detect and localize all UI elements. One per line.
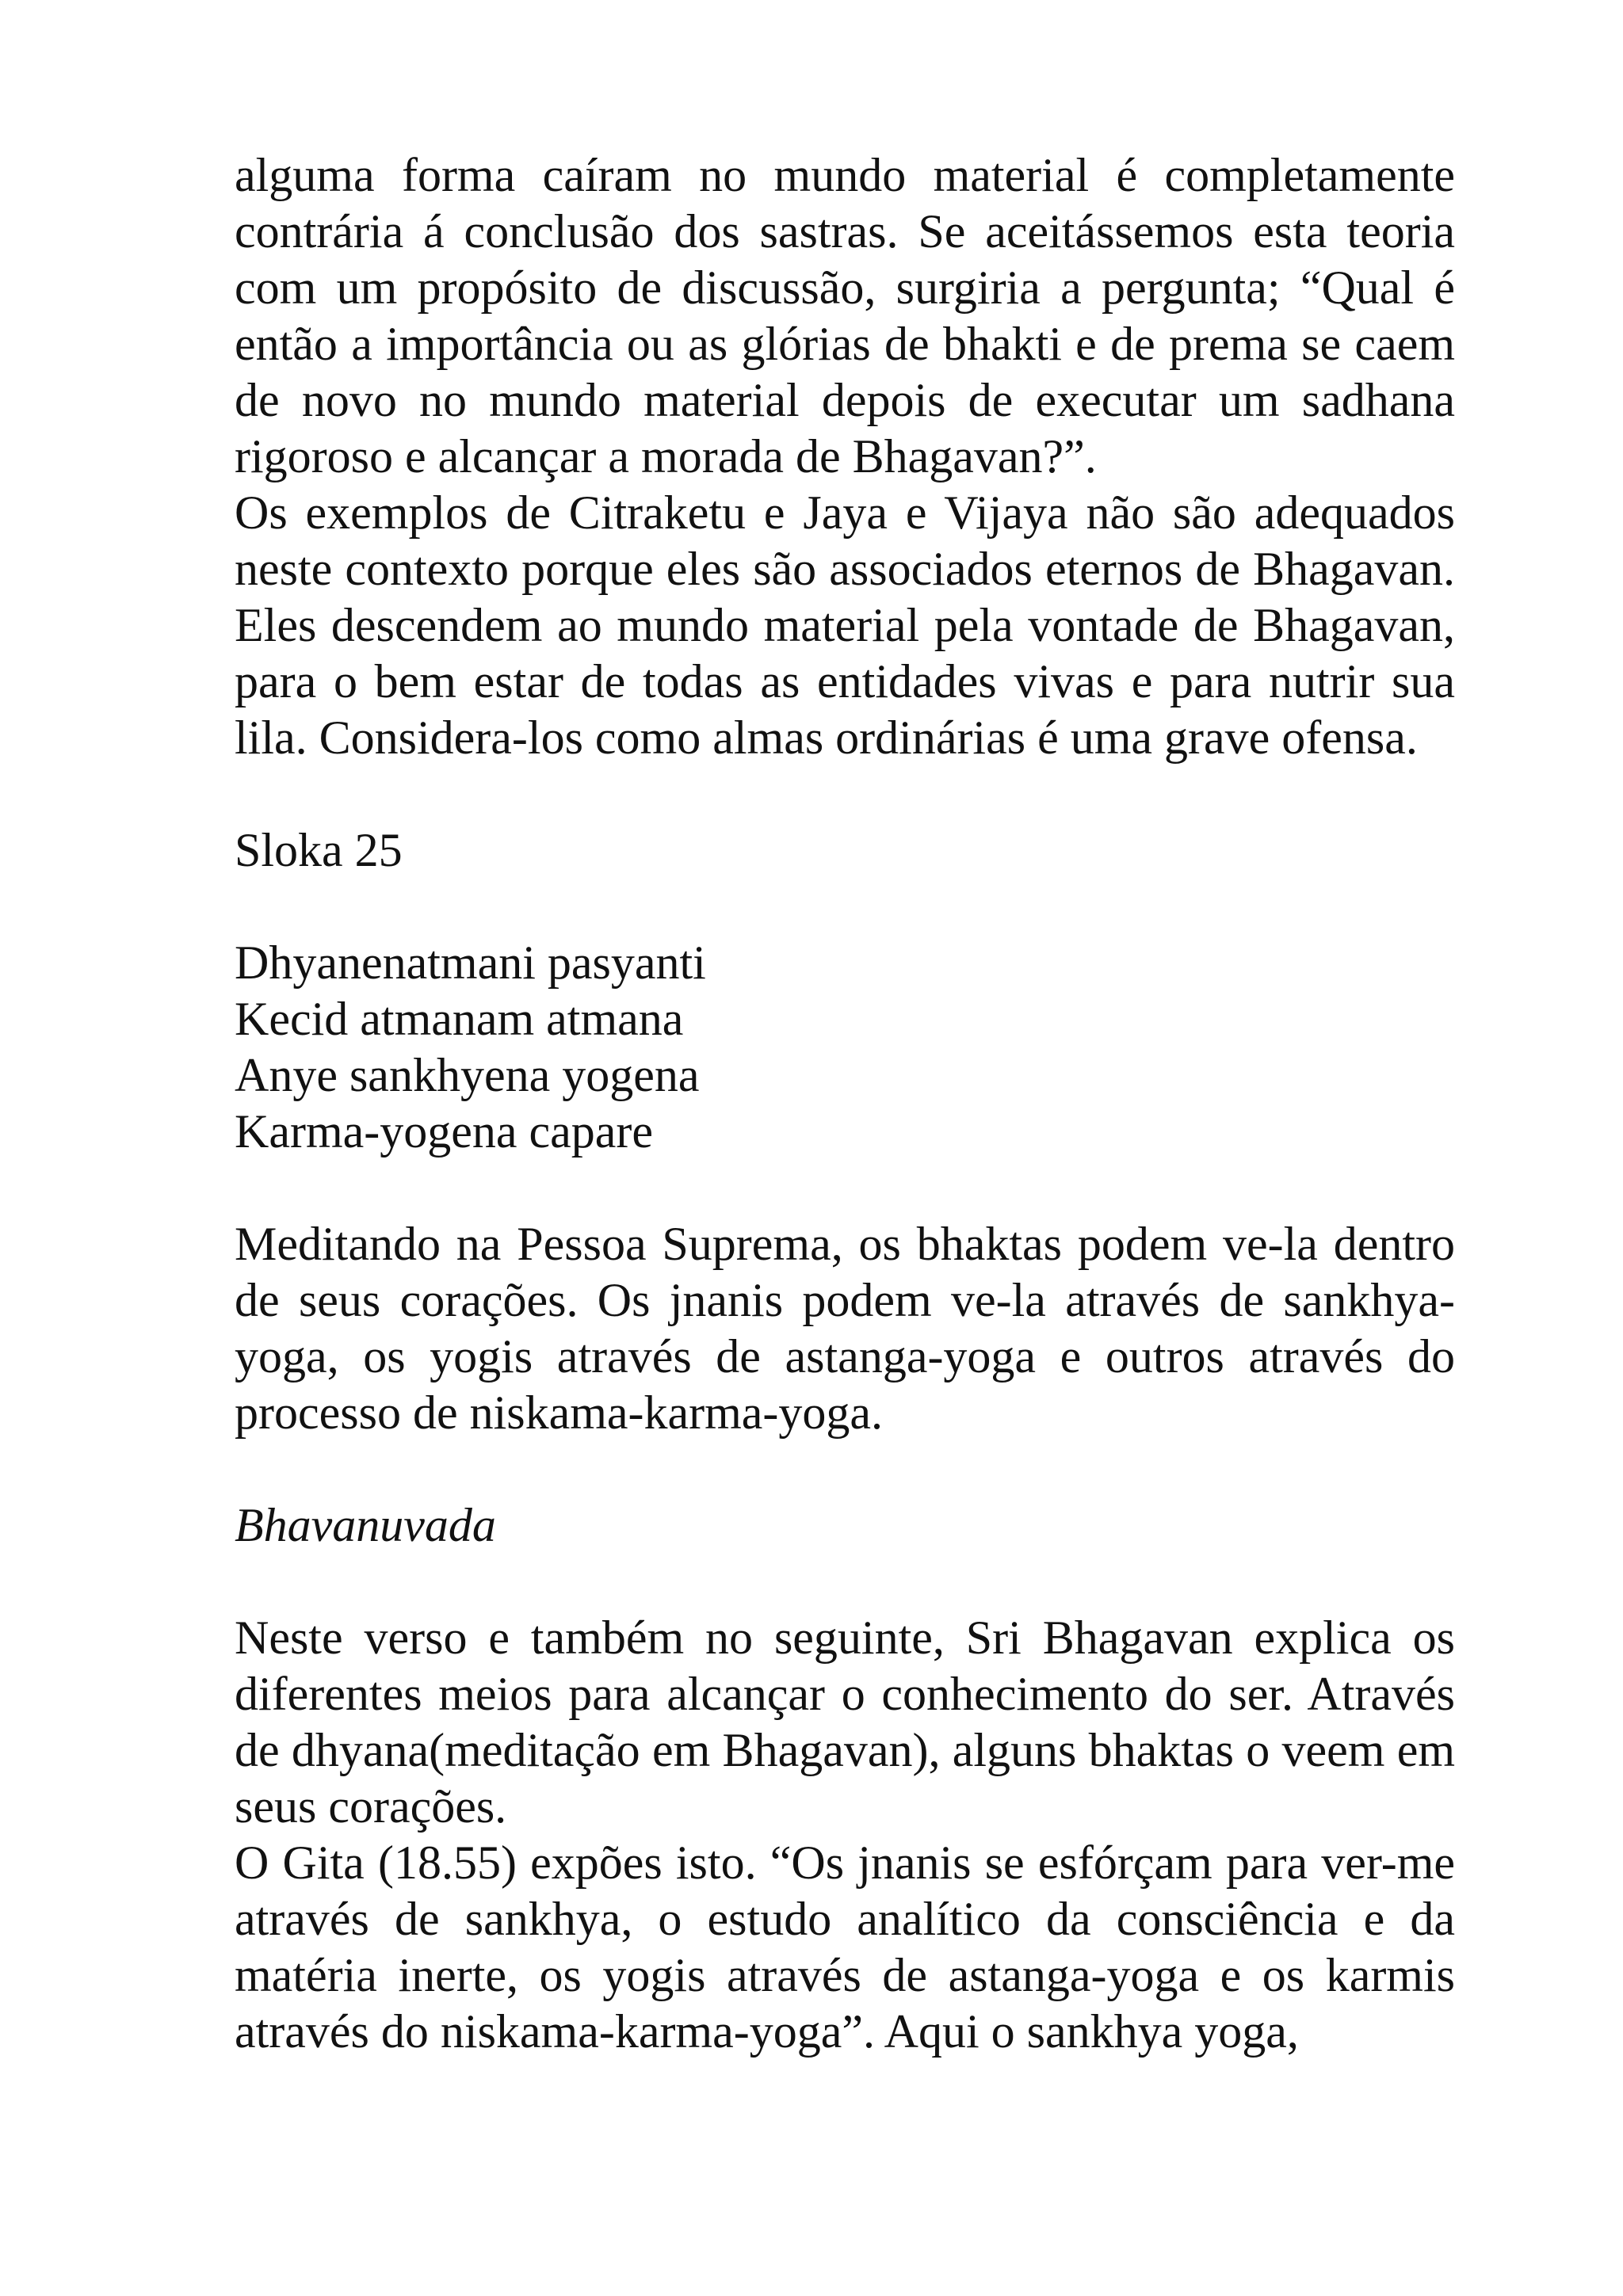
spacer (235, 879, 1455, 935)
paragraph-1: alguma forma caíram no mundo material é completamente contrária á conclusão dos sastras. Se aceitássemos esta teoria com um propósito de discussão, surgiria a pergunta; “Qual é então a importância ou as glórias de bhakti e de prema se caem de novo no mundo material depois de executar um sadhana rigoroso e alcançar a morada de Bhagavan?”. (235, 149, 1455, 482)
paragraph-4: Neste verso e também no seguinte, Sri Bhagavan explica os diferentes meios para alcançar o conhecimento do ser. Através de dhyana(meditação em Bhagavan), alguns bhaktas o veem em seus corações. (235, 1611, 1455, 1833)
verse-line-4: Karma-yogena capare (235, 1105, 653, 1158)
verse-line-3: Anye sankhyena yogena (235, 1049, 700, 1101)
spacer (235, 1554, 1455, 1610)
spacer (235, 1441, 1455, 1497)
sloka-verse (235, 935, 1455, 1160)
bhavanuvada-heading: Bhavanuvada (235, 1499, 496, 1551)
sloka-heading: Sloka 25 (235, 824, 403, 876)
document-page (235, 147, 1455, 2060)
paragraph-3: Meditando na Pessoa Suprema, os bhaktas podem ve-la dentro de seus corações. Os jnanis podem ve-la através de sankhya-yoga, os yogis através de astanga-yoga e outros através do processo de niskama-karma-yoga. (235, 1218, 1455, 1439)
verse-line-1: Dhyanenatmani pasyanti (235, 936, 706, 989)
paragraph-5: O Gita (18.55) expões isto. “Os jnanis se esfórçam para ver-me através de sankhya, o estudo analítico da consciência e da matéria inerte, os yogis através de astanga-yoga e os karmis através do niskama-karma-yoga”. Aqui o sankhya yoga, (235, 1836, 1455, 2058)
spacer (235, 766, 1455, 822)
verse-line-2: Kecid atmanam atmana (235, 993, 684, 1045)
paragraph-2: Os exemplos de Citraketu e Jaya e Vijaya não são adequados neste contexto porque eles são associados eternos de Bhagavan. Eles descendem ao mundo material pela vontade de Bhagavan, para o bem estar de todas as entidades vivas e para nutrir sua lila. Considera-los como almas ordinárias é uma grave ofensa. (235, 486, 1455, 764)
spacer (235, 1160, 1455, 1216)
